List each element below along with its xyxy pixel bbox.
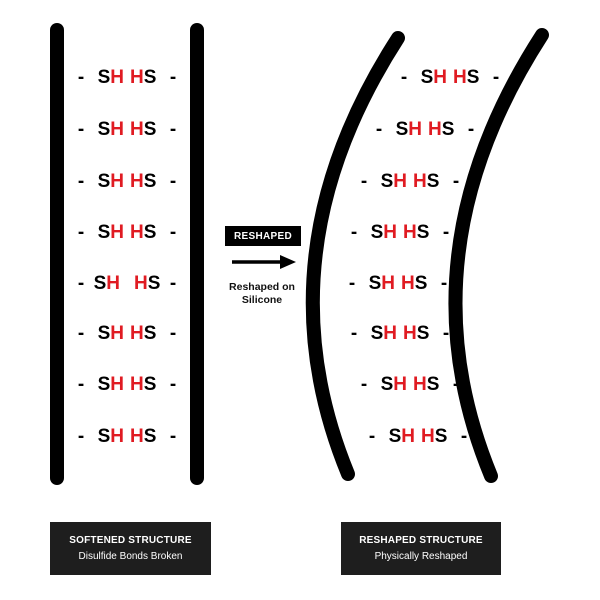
bond-row-right bbox=[376, 119, 474, 140]
hydrogen-atom: H bbox=[453, 67, 467, 88]
bond-row-left bbox=[78, 119, 176, 140]
bond-dash: - bbox=[77, 273, 85, 294]
hydrogen-atom: H bbox=[110, 323, 124, 344]
disulfide-label bbox=[98, 119, 157, 140]
sulfur-atom: S bbox=[143, 171, 157, 192]
sulfur-atom: S bbox=[426, 171, 440, 192]
hydrogen-atom: H bbox=[110, 374, 124, 395]
sulfur-atom: S bbox=[380, 171, 394, 192]
hydrogen-atom: H bbox=[393, 171, 407, 192]
bond-dash: - bbox=[360, 171, 368, 192]
bond-row-left bbox=[78, 323, 176, 344]
bond-row-right bbox=[349, 273, 447, 294]
hydrogen-atom: H bbox=[110, 222, 124, 243]
hydrogen-atom: H bbox=[421, 426, 435, 447]
bond-row-right bbox=[401, 67, 499, 88]
bond-dash: - bbox=[440, 273, 448, 294]
bond-row-left bbox=[78, 374, 176, 395]
bond-row-right bbox=[369, 426, 467, 447]
hydrogen-atom: H bbox=[110, 119, 124, 140]
hydrogen-atom: H bbox=[383, 222, 397, 243]
sulfur-atom: S bbox=[143, 426, 157, 447]
hydrogen-atom: H bbox=[408, 119, 422, 140]
disulfide-label bbox=[396, 119, 455, 140]
bond-row-right bbox=[361, 374, 459, 395]
bond-dash: - bbox=[467, 119, 475, 140]
sulfur-atom: S bbox=[426, 374, 440, 395]
sulfur-atom: S bbox=[416, 222, 430, 243]
bond-dash: - bbox=[169, 67, 177, 88]
disulfide-label bbox=[94, 273, 161, 294]
bond-dash: - bbox=[77, 222, 85, 243]
disulfide-label bbox=[389, 426, 448, 447]
hydrogen-atom: H bbox=[383, 323, 397, 344]
hydrogen-atom: H bbox=[413, 374, 427, 395]
bond-dash: - bbox=[460, 426, 468, 447]
sulfur-atom: S bbox=[143, 222, 157, 243]
softened-structure-panel bbox=[50, 522, 211, 575]
sulfur-atom: S bbox=[414, 273, 428, 294]
disulfide-label bbox=[98, 426, 157, 447]
bond-dash: - bbox=[368, 426, 376, 447]
hydrogen-atom: H bbox=[134, 273, 148, 294]
left-curved-rail bbox=[313, 38, 398, 474]
sulfur-atom: S bbox=[370, 222, 384, 243]
hydrogen-atom: H bbox=[130, 222, 144, 243]
sulfur-atom: S bbox=[97, 374, 111, 395]
disulfide-label bbox=[98, 222, 157, 243]
sulfur-atom: S bbox=[434, 426, 448, 447]
hydrogen-atom: H bbox=[433, 67, 447, 88]
sulfur-atom: S bbox=[97, 323, 111, 344]
hydrogen-atom: H bbox=[106, 273, 120, 294]
bond-dash: - bbox=[442, 222, 450, 243]
disulfide-label bbox=[381, 374, 440, 395]
bond-dash: - bbox=[452, 374, 460, 395]
sulfur-atom: S bbox=[97, 222, 111, 243]
sulfur-atom: S bbox=[143, 119, 157, 140]
bond-dash: - bbox=[169, 323, 177, 344]
bond-row-right bbox=[351, 323, 449, 344]
sulfur-atom: S bbox=[97, 119, 111, 140]
hydrogen-atom: H bbox=[130, 374, 144, 395]
sulfur-atom: S bbox=[370, 323, 384, 344]
hydrogen-atom: H bbox=[403, 222, 417, 243]
sulfur-atom: S bbox=[97, 67, 111, 88]
bond-row-left bbox=[78, 171, 176, 192]
sulfur-atom: S bbox=[420, 67, 434, 88]
panel-title: SOFTENED STRUCTURE bbox=[69, 535, 192, 546]
hydrogen-atom: H bbox=[130, 171, 144, 192]
hydrogen-atom: H bbox=[401, 426, 415, 447]
sulfur-atom: S bbox=[466, 67, 480, 88]
bond-dash: - bbox=[348, 273, 356, 294]
hydrogen-atom: H bbox=[393, 374, 407, 395]
bond-dash: - bbox=[442, 323, 450, 344]
hydrogen-atom: H bbox=[130, 323, 144, 344]
bond-dash: - bbox=[77, 119, 85, 140]
hydrogen-atom: H bbox=[130, 119, 144, 140]
panel-subtitle: Physically Reshaped bbox=[374, 551, 468, 562]
sulfur-atom: S bbox=[93, 273, 107, 294]
hydrogen-atom: H bbox=[401, 273, 415, 294]
bond-row-left bbox=[78, 67, 176, 88]
sulfur-atom: S bbox=[388, 426, 402, 447]
panel-title: RESHAPED STRUCTURE bbox=[359, 535, 483, 546]
bond-dash: - bbox=[77, 374, 85, 395]
sulfur-atom: S bbox=[143, 67, 157, 88]
bond-dash: - bbox=[169, 374, 177, 395]
disulfide-label bbox=[421, 67, 480, 88]
bond-dash: - bbox=[452, 171, 460, 192]
right-arrow-icon bbox=[230, 252, 298, 272]
hydrogen-atom: H bbox=[110, 426, 124, 447]
sulfur-atom: S bbox=[368, 273, 382, 294]
sulfur-atom: S bbox=[395, 119, 409, 140]
bond-dash: - bbox=[77, 171, 85, 192]
bond-dash: - bbox=[375, 119, 383, 140]
sulfur-atom: S bbox=[441, 119, 455, 140]
disulfide-label bbox=[98, 374, 157, 395]
reshaped-badge: RESHAPED bbox=[225, 226, 301, 246]
bond-dash: - bbox=[350, 323, 358, 344]
hydrogen-atom: H bbox=[403, 323, 417, 344]
disulfide-label bbox=[371, 222, 430, 243]
bond-dash: - bbox=[169, 273, 177, 294]
right-curved-rail bbox=[452, 35, 542, 476]
sulfur-atom: S bbox=[416, 323, 430, 344]
disulfide-label bbox=[98, 323, 157, 344]
bond-row-left bbox=[78, 222, 176, 243]
bond-dash: - bbox=[169, 119, 177, 140]
bond-dash: - bbox=[169, 222, 177, 243]
hydrogen-atom: H bbox=[110, 67, 124, 88]
hydrogen-atom: H bbox=[110, 171, 124, 192]
disulfide-label bbox=[98, 171, 157, 192]
sulfur-atom: S bbox=[147, 273, 161, 294]
bond-dash: - bbox=[169, 171, 177, 192]
bond-row-left bbox=[78, 426, 176, 447]
sulfur-atom: S bbox=[143, 374, 157, 395]
bond-row-right bbox=[361, 171, 459, 192]
reshaped-structure-panel bbox=[341, 522, 501, 575]
bond-dash: - bbox=[77, 426, 85, 447]
hydrogen-atom: H bbox=[130, 67, 144, 88]
panel-subtitle: Disulfide Bonds Broken bbox=[78, 551, 183, 562]
hydrogen-atom: H bbox=[428, 119, 442, 140]
sulfur-atom: S bbox=[97, 426, 111, 447]
disulfide-label bbox=[381, 171, 440, 192]
bond-dash: - bbox=[77, 323, 85, 344]
hydrogen-atom: H bbox=[130, 426, 144, 447]
arrow-caption-line-2: Silicone bbox=[241, 294, 283, 306]
disulfide-label bbox=[98, 67, 157, 88]
arrow-caption-line-1: Reshaped on bbox=[229, 281, 295, 293]
sulfur-atom: S bbox=[380, 374, 394, 395]
hydrogen-atom: H bbox=[413, 171, 427, 192]
bond-dash: - bbox=[169, 426, 177, 447]
bond-row-left bbox=[78, 273, 176, 294]
arrow-caption bbox=[212, 281, 312, 307]
bond-dash: - bbox=[350, 222, 358, 243]
bond-dash: - bbox=[492, 67, 500, 88]
bond-row-right bbox=[351, 222, 449, 243]
bond-dash: - bbox=[77, 67, 85, 88]
sulfur-atom: S bbox=[97, 171, 111, 192]
hydrogen-atom: H bbox=[381, 273, 395, 294]
bond-dash: - bbox=[360, 374, 368, 395]
bond-dash: - bbox=[400, 67, 408, 88]
sulfur-atom: S bbox=[143, 323, 157, 344]
disulfide-label bbox=[369, 273, 428, 294]
disulfide-label bbox=[371, 323, 430, 344]
